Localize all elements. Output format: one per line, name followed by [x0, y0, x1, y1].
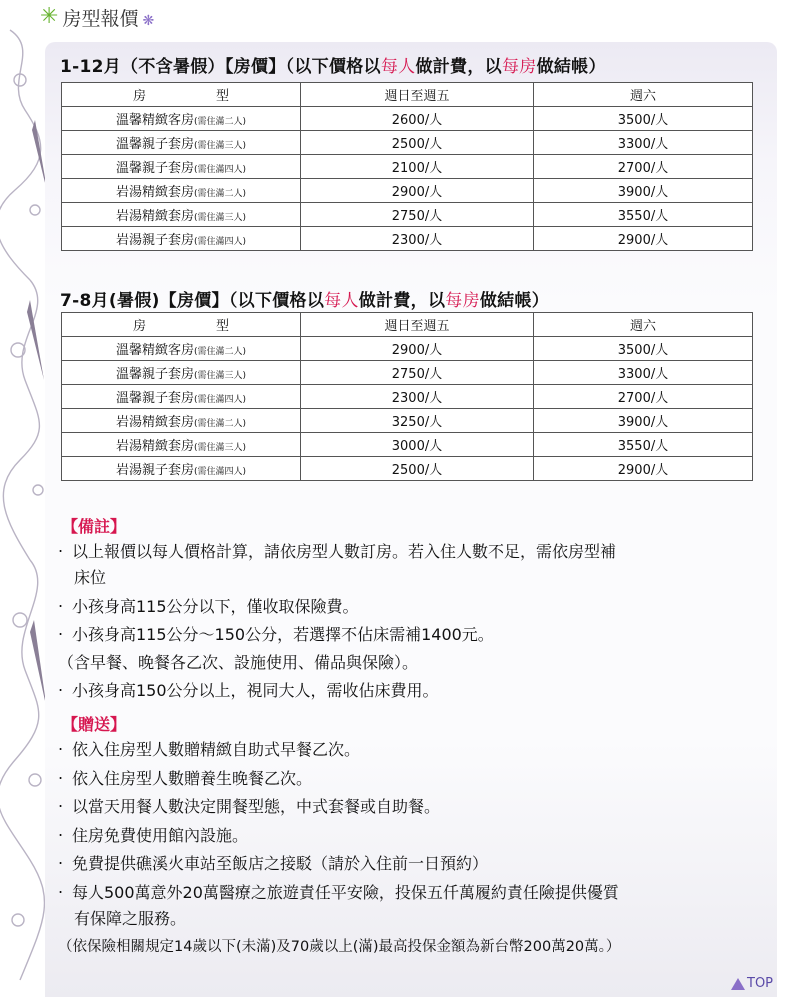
room-occupancy-note: (需住滿二人): [193, 419, 247, 429]
table-row: [62, 433, 753, 457]
header-room-b: 型: [216, 89, 230, 104]
table-header-row: [62, 313, 753, 337]
bullet-dot: ‧: [58, 826, 64, 845]
room-type-cell: [62, 227, 301, 251]
gift-item: [58, 880, 768, 906]
insurance-footnote: （依保險相關規定14歲以下(未滿)及70歲以上(滿)最高投保金額為新台幣200萬20萬。）: [58, 939, 621, 955]
weekday-price-cell: 2500/人: [301, 131, 534, 155]
room-occupancy-note: (需住滿二人): [193, 347, 247, 357]
header-room-a: 房: [132, 89, 146, 104]
room-type-cell: [62, 433, 301, 457]
room-type-cell: [62, 409, 301, 433]
room-name: 溫馨親子套房: [115, 161, 194, 176]
price-table-summer: [61, 312, 753, 481]
table-row: [62, 361, 753, 385]
bullet-dot: ‧: [58, 769, 64, 788]
room-name: 岩湯精緻套房: [115, 415, 194, 430]
saturday-price-cell: 3300/人: [534, 361, 753, 385]
weekday-price-cell: 2300/人: [301, 227, 534, 251]
room-name: 溫馨親子套房: [115, 391, 194, 406]
section2-heading: [60, 286, 549, 311]
room-name: 岩湯精緻套房: [115, 185, 194, 200]
room-name: 岩湯親子套房: [115, 233, 194, 248]
section1-suffix: 做結帳）: [536, 57, 606, 77]
remark-text: 以上報價以每人價格計算，請依房型人數訂房。若入住人數不足，需依房型補: [72, 542, 617, 561]
gift-item: [58, 823, 768, 849]
room-occupancy-note: (需住滿二人): [193, 189, 247, 199]
saturday-price-cell: 2900/人: [534, 227, 753, 251]
page-title-text: 房型報價: [62, 7, 139, 30]
remark-item: [58, 539, 768, 565]
header-room-a: 房: [132, 319, 146, 334]
header-room-type: [62, 313, 301, 337]
table-header-row: [62, 83, 753, 107]
bullet-dot: ‧: [58, 740, 64, 759]
gift-item: [58, 766, 768, 792]
header-weekday: 週日至週五: [301, 313, 534, 337]
gift-item: [58, 737, 768, 763]
price-table-regular: [61, 82, 753, 251]
gift-text: 有保障之服務。: [74, 909, 187, 928]
flower-icon: ✳: [40, 4, 59, 29]
table-row: [62, 203, 753, 227]
room-occupancy-note: (需住滿四人): [193, 467, 247, 477]
remark-text: 小孩身高115公分以下，僅收取保險費。: [72, 597, 359, 616]
table-row: [62, 227, 753, 251]
header-saturday: 週六: [534, 83, 753, 107]
remark-text: 小孩身高115公分～150公分，若選擇不佔床需補1400元。: [72, 625, 494, 644]
room-type-cell: [62, 179, 301, 203]
room-type-cell: [62, 131, 301, 155]
room-type-cell: [62, 107, 301, 131]
table-row: [62, 155, 753, 179]
remark-item-continued: [58, 565, 784, 591]
bullet-dot: ‧: [58, 625, 64, 644]
room-type-cell: [62, 361, 301, 385]
room-name: 溫馨親子套房: [115, 367, 194, 382]
gift-text: 依入住房型人數贈精緻自助式早餐乙次。: [72, 740, 361, 759]
table-row: [62, 385, 753, 409]
table-row: [62, 179, 753, 203]
room-occupancy-note: (需住滿三人): [193, 371, 247, 381]
weekday-price-cell: 2900/人: [301, 337, 534, 361]
saturday-price-cell: 3900/人: [534, 179, 753, 203]
room-type-cell: [62, 203, 301, 227]
header-weekday: 週日至週五: [301, 83, 534, 107]
gifts-heading: 【贈送】: [62, 715, 127, 734]
weekday-price-cell: 2750/人: [301, 203, 534, 227]
table-row: [62, 131, 753, 155]
room-name: 溫馨精緻客房: [115, 113, 194, 128]
weekday-price-cell: 2500/人: [301, 457, 534, 481]
section1-heading: [60, 52, 606, 77]
gift-text: 住房免費使用館內設施。: [72, 826, 249, 845]
section1-mid: 做計費，以: [415, 57, 502, 77]
gift-item-continued: [58, 906, 784, 932]
weekday-price-cell: 2100/人: [301, 155, 534, 179]
weekday-price-cell: 3000/人: [301, 433, 534, 457]
section2-mid: 做計費，以: [358, 291, 446, 311]
page-title: [40, 2, 154, 32]
bullet-dot: ‧: [58, 681, 64, 700]
gift-text: 每人500萬意外20萬醫療之旅遊責任平安險，投保五仟萬履約責任險提供優質: [72, 883, 619, 902]
saturday-price-cell: 2700/人: [534, 385, 753, 409]
remark-text: 小孩身高150公分以上，視同大人，需收佔床費用。: [72, 681, 439, 700]
room-occupancy-note: (需住滿三人): [193, 213, 247, 223]
table-row: [62, 337, 753, 361]
header-room-type: [62, 83, 301, 107]
remark-item: [58, 678, 768, 704]
section2-red2: 每房: [445, 291, 480, 311]
room-type-cell: [62, 337, 301, 361]
room-name: 溫馨親子套房: [115, 137, 194, 152]
bullet-dot: ‧: [58, 883, 64, 902]
room-occupancy-note: (需住滿三人): [193, 141, 247, 151]
room-occupancy-note: (需住滿二人): [193, 117, 247, 127]
room-occupancy-note: (需住滿四人): [193, 165, 247, 175]
room-name: 溫馨精緻客房: [115, 343, 194, 358]
weekday-price-cell: 2750/人: [301, 361, 534, 385]
saturday-price-cell: 3300/人: [534, 131, 753, 155]
remarks-heading: 【備註】: [62, 517, 127, 536]
bullet-dot: ‧: [58, 854, 64, 873]
saturday-price-cell: 2700/人: [534, 155, 753, 179]
bullet-dot: ‧: [58, 797, 64, 816]
room-type-cell: [62, 155, 301, 179]
header-room-b: 型: [216, 319, 230, 334]
room-occupancy-note: (需住滿三人): [193, 443, 247, 453]
section1-prefix: 1-12月（不含暑假）【房價】（以下價格以: [60, 57, 381, 77]
header-saturday: 週六: [534, 313, 753, 337]
room-type-cell: [62, 457, 301, 481]
top-link-label: TOP: [747, 976, 774, 991]
table-row: [62, 457, 753, 481]
room-occupancy-note: (需住滿四人): [193, 237, 247, 247]
weekday-price-cell: 2900/人: [301, 179, 534, 203]
section2-suffix: 做結帳）: [479, 291, 550, 311]
room-name: 岩湯精緻套房: [115, 209, 194, 224]
section1-red1: 每人: [380, 57, 416, 77]
saturday-price-cell: 3900/人: [534, 409, 753, 433]
table-row: [62, 107, 753, 131]
bullet-dot: ‧: [58, 597, 64, 616]
room-name: 岩湯親子套房: [115, 463, 194, 478]
remark-item: [58, 594, 768, 620]
table-row: [62, 409, 753, 433]
section2-red1: 每人: [324, 291, 359, 311]
weekday-price-cell: 3250/人: [301, 409, 534, 433]
remark-text: 床位: [74, 568, 107, 587]
small-flower-icon: ❋: [142, 13, 155, 29]
weekday-price-cell: 2300/人: [301, 385, 534, 409]
bullet-dot: ‧: [58, 542, 64, 561]
saturday-price-cell: 3500/人: [534, 337, 753, 361]
remark-item: [58, 622, 768, 648]
saturday-price-cell: 3550/人: [534, 433, 753, 457]
section2-prefix: 7-8月(暑假)【房價】（以下價格以: [60, 291, 325, 311]
weekday-price-cell: 2600/人: [301, 107, 534, 131]
saturday-price-cell: 2900/人: [534, 457, 753, 481]
up-triangle-icon: [731, 978, 745, 990]
gift-item: [58, 851, 768, 877]
gift-item: [58, 794, 768, 820]
gift-text: 以當天用餐人數決定開餐型態，中式套餐或自助餐。: [72, 797, 441, 816]
saturday-price-cell: 3500/人: [534, 107, 753, 131]
remark-text: （含早餐、晚餐各乙次、設施使用、備品與保險）。: [58, 653, 419, 672]
gift-text: 依入住房型人數贈養生晚餐乙次。: [72, 769, 313, 788]
back-to-top-link[interactable]: [731, 976, 773, 991]
saturday-price-cell: 3550/人: [534, 203, 753, 227]
remark-item-continued: [58, 650, 768, 676]
room-name: 岩湯精緻套房: [115, 439, 194, 454]
section1-red2: 每房: [501, 57, 537, 77]
gift-text: 免費提供礁溪火車站至飯店之接駁（請於入住前一日預約）: [72, 854, 489, 873]
room-type-cell: [62, 385, 301, 409]
room-occupancy-note: (需住滿四人): [193, 395, 247, 405]
